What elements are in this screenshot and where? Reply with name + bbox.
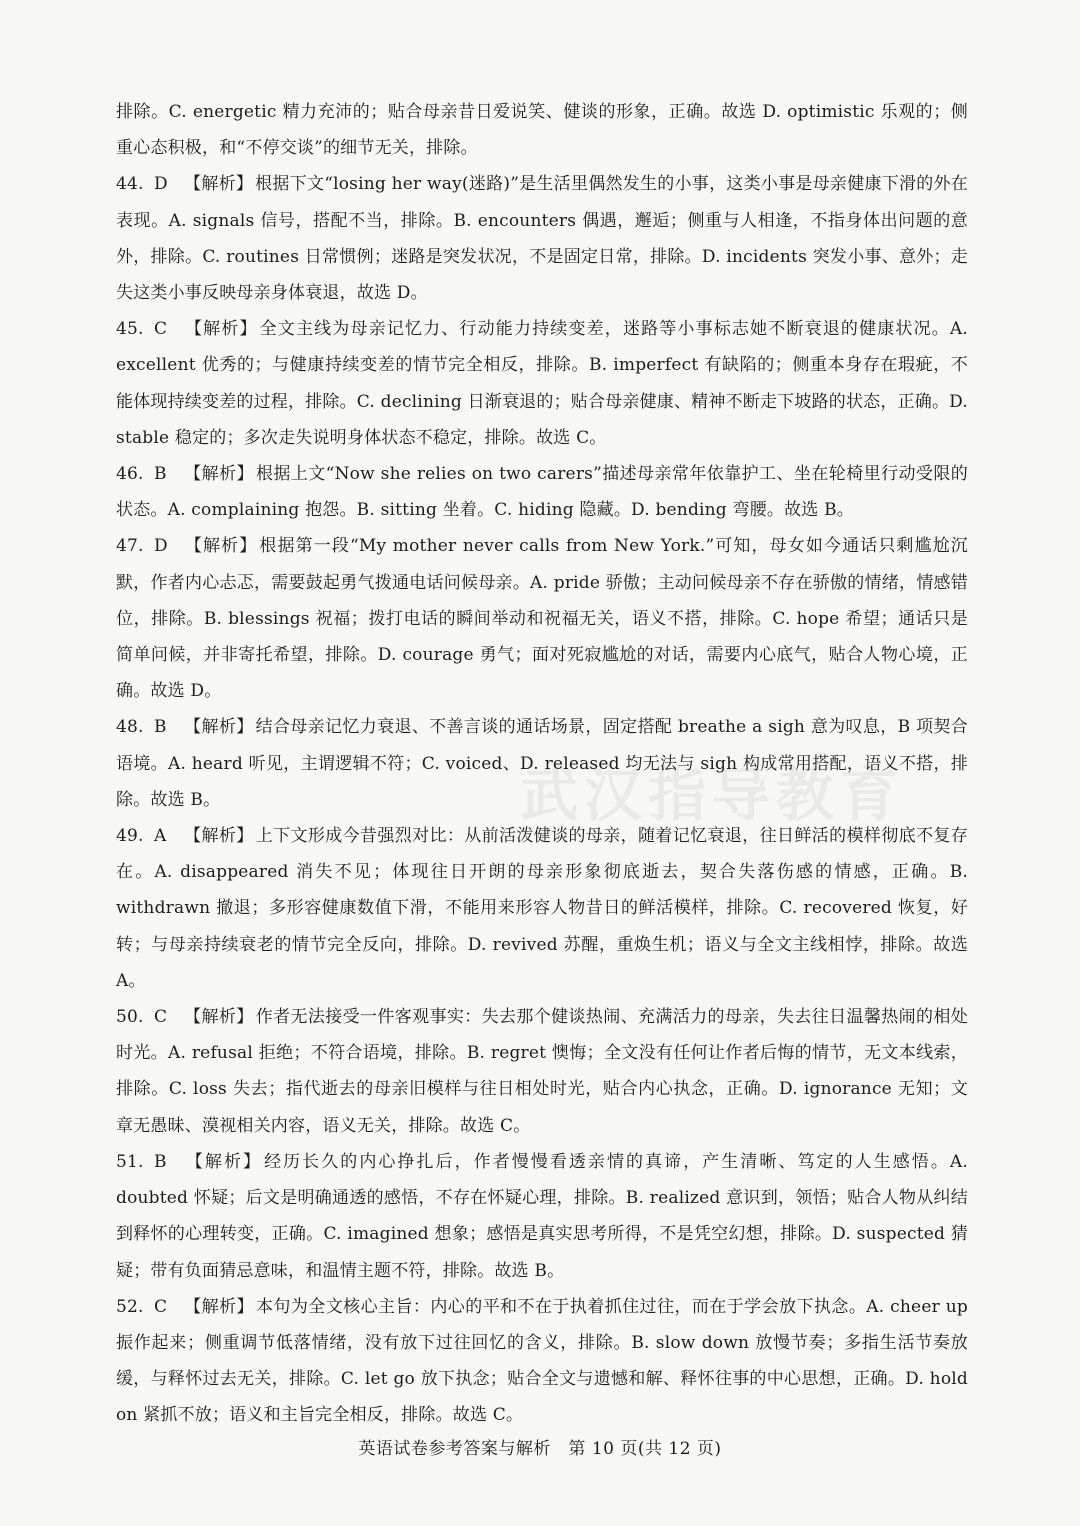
question-number: 52. (116, 1296, 144, 1317)
question-number: 50. (116, 1007, 144, 1028)
question-number: 44. (116, 174, 144, 195)
analysis-text: 本句为全文核心主旨：内心的平和不在于执着抓住过往，而在于学会放下执念。A. cheer up 振作起来；侧重调节低落情绪，没有放下过往回忆的含义，排除。B. slow down 放慢节奏；多指生活节奏放缓，与释怀过去无关，排除。C. let go 放下执念；贴合全文与遗憾和解、释怀往事的中心思想，正确。D. hold on 紧抓不放；语义和主旨完全相反，排除。故选 C。 (116, 1296, 968, 1426)
analysis-text: 经历长久的内心挣扎后，作者慢慢看透亲情的真谛，产生清晰、笃定的人生感悟。A. doubted 怀疑；后文是明确通透的感悟，不存在怀疑心理，排除。B. realized 意识到，领悟；贴合人物从纠结到释怀的心理转变，正确。C. imagined 想象；感悟是真实思考所得，不是凭空幻想，排除。D. suspected 猜疑；带有负面猜忌意味，和温情主题不符，排除。故选 B。 (116, 1151, 968, 1281)
answer-letter: D (154, 174, 168, 195)
analysis-tag: 【解析】 (184, 319, 258, 340)
analysis-text: 结合母亲记忆力衰退、不善言谈的通话场景，固定搭配 breathe a sigh 意为叹息，B 项契合语境。A. heard 听见，主谓逻辑不符；C. voiced、D. released 均无法与 sigh 构成常用搭配，语义不搭，排除。故选 B。 (116, 717, 968, 810)
answer-item (116, 818, 968, 999)
analysis-tag: 【解析】 (184, 174, 254, 195)
page-footer: 英语试卷参考答案与解析 第 10 页(共 12 页) (358, 1439, 722, 1459)
answer-item (116, 311, 968, 456)
question-number: 46. (116, 464, 144, 485)
answer-item (116, 166, 968, 311)
answer-item (116, 709, 968, 818)
analysis-tag: 【解析】 (184, 1151, 263, 1172)
question-number: 45. (116, 319, 144, 340)
analysis-text: 根据第一段“My mother never calls from New York.”可知，母女如今通话只剩尴尬沉默，作者内心忐忑，需要鼓起勇气拨通电话问候母亲。A. pride 骄傲；主动问候母亲不存在骄傲的情绪，情感错位，排除。B. blessings 祝福；拨打电话的瞬间举动和祝福无关，语义不搭，排除。C. hope 希望；通话只是简单问候，并非寄托希望，排除。D. courage 勇气；面对死寂尴尬的对话，需要内心底气，贴合人物心境，正确。故选 D。 (116, 536, 968, 702)
answer-item (116, 1144, 968, 1289)
answer-item (116, 456, 968, 528)
analysis-tag: 【解析】 (184, 464, 254, 485)
analysis-text: 作者无法接受一件客观事实：失去那个健谈热闹、充满活力的母亲，失去往日温馨热闹的相处时光。A. refusal 拒绝；不符合语境，排除。B. regret 懊悔；全文没有任何让作者后悔的情节，无文本线索，排除。C. loss 失去；指代逝去的母亲旧模样与往日相处时光，贴合内心执念，正确。D. ignorance 无知；文章无愚昧、漠视相关内容，语义无关，排除。故选 C。 (116, 1007, 968, 1136)
question-number: 51. (116, 1151, 144, 1172)
analysis-text: 全文主线为母亲记忆力、行动能力持续变差，迷路等小事标志她不断衰退的健康状况。A. excellent 优秀的；与健康持续变差的情节完全相反，排除。B. imperfect 有缺陷的；侧重本身存在瑕疵，不能体现持续变差的过程，排除。C. declining 日渐衰退的；贴合母亲健康、精神不断走下坡路的状态，正确。D. stable 稳定的；多次走失说明身体状态不稳定，排除。故选 C。 (116, 319, 968, 448)
answer-item (116, 999, 968, 1144)
analysis-tag: 【解析】 (184, 826, 254, 847)
answer-letter: B (154, 464, 167, 485)
analysis-text: 上下文形成今昔强烈对比：从前活泼健谈的母亲，随着记忆衰退，往日鲜活的模样彻底不复存在。A. disappeared 消失不见；体现往日开朗的母亲形象彻底逝去，契合失落伤感的情感，正确。B. withdrawn 撤退；多形容健康数值下滑，不能用来形容人物昔日的鲜活模样，排除。C. recovered 恢复，好转；与母亲持续衰老的情节完全反向，排除。D. revived 苏醒，重焕生机；语义与全文主线相悖，排除。故选 A。 (116, 826, 968, 991)
answer-item (116, 1289, 968, 1434)
answer-items-list (116, 166, 968, 1433)
intro-paragraph: 排除。C. energetic 精力充沛的；贴合母亲昔日爱说笑、健谈的形象，正确。故选 D. optimistic 乐观的；侧重心态积极，和“不停交谈”的细节无关，排除。 (116, 102, 968, 159)
answer-letter: C (154, 1296, 168, 1317)
watermark: 武汉指导教育 (520, 761, 905, 829)
answer-letter: C (154, 319, 168, 340)
question-number: 48. (116, 717, 144, 738)
answer-letter: C (154, 1007, 168, 1028)
analysis-tag: 【解析】 (184, 717, 254, 738)
question-number: 49. (116, 826, 144, 847)
question-number: 47. (116, 536, 144, 557)
analysis-text: 根据上文“Now she relies on two carers”描述母亲常年依靠护工、坐在轮椅里行动受限的状态。A. complaining 抱怨。B. sitting 坐着。C. hiding 隐藏。D. bending 弯腰。故选 B。 (116, 464, 968, 521)
answer-content (116, 94, 968, 1434)
answer-letter: D (154, 536, 168, 557)
answer-letter: B (154, 1151, 167, 1172)
answer-item (116, 528, 968, 709)
analysis-tag: 【解析】 (184, 1296, 254, 1317)
analysis-text: 根据下文“losing her way(迷路)”是生活里偶然发生的小事，这类小事是母亲健康下滑的外在表现。A. signals 信号，搭配不当，排除。B. encounters 偶遇，邂逅；侧重与人相逢，不指身体出问题的意外，排除。C. routines 日常惯例；迷路是突发状况，不是固定日常，排除。D. incidents 突发小事、意外；走失这类小事反映母亲身体衰退，故选 D。 (116, 174, 968, 304)
analysis-tag: 【解析】 (184, 536, 258, 557)
answer-letter: A (154, 826, 167, 847)
answer-letter: B (154, 717, 167, 738)
analysis-tag: 【解析】 (184, 1007, 254, 1028)
